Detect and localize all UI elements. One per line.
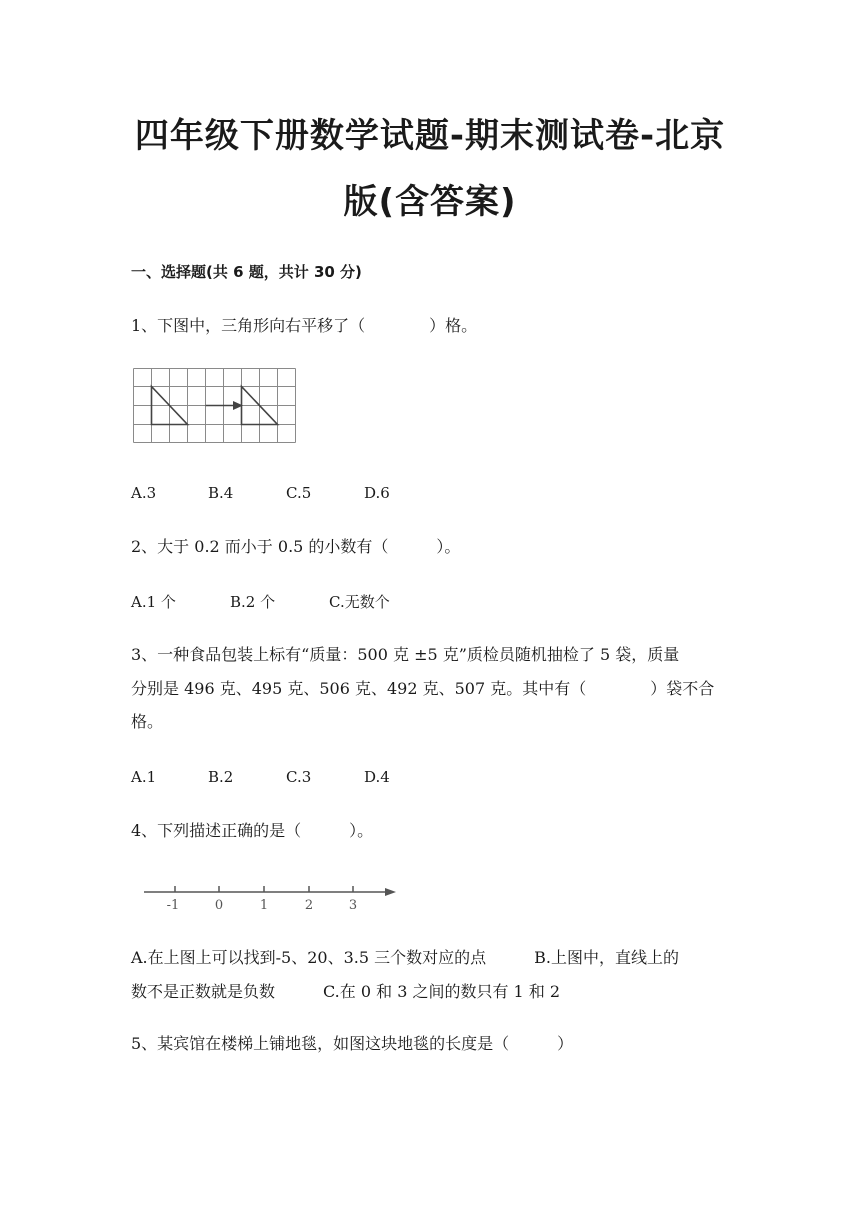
question-1-text: 1、下图中，三角形向右平移了（ ）格。	[131, 316, 478, 335]
q1-option-d: D.6	[364, 484, 390, 502]
question-4-text: 4、下列描述正确的是（ ）。	[131, 821, 374, 840]
document-title-line-2: 版(含答案)	[343, 182, 517, 222]
q3-option-a: A.1	[131, 768, 157, 786]
q3-option-b: B.2	[208, 768, 234, 786]
question-2-text: 2、大于 0.2 而小于 0.5 的小数有（ ）。	[131, 537, 461, 556]
tick-label-0: 0	[214, 898, 224, 913]
tick-label-neg1: -1	[166, 898, 180, 913]
tick-label-3: 3	[348, 898, 358, 913]
question-3-line-1: 3、一种食品包装上标有“质量：500 克 ±5 克”质检员随机抽检了 5 袋，质量	[131, 645, 680, 664]
section-heading: 一、选择题(共 6 题，共计 30 分)	[131, 263, 362, 281]
tick-label-2: 2	[304, 898, 314, 913]
tick-label-1: 1	[259, 898, 269, 913]
q3-option-d: D.4	[364, 768, 390, 786]
question-3-line-2: 分别是 496 克、495 克、506 克、492 克、507 克。其中有（ ）袋不合	[131, 679, 715, 698]
q2-option-a: A.1 个	[131, 593, 176, 611]
grid-translation-figure	[133, 368, 301, 444]
number-line-arrow	[385, 888, 396, 896]
document-title-line-1: 四年级下册数学试题-期末测试卷-北京	[134, 116, 726, 156]
q2-option-c: C.无数个	[329, 593, 390, 611]
q3-option-c: C.3	[286, 768, 312, 786]
q2-option-b: B.2 个	[230, 593, 276, 611]
question-3-line-3: 格。	[131, 712, 164, 731]
question-4-options-line-2: 数不是正数就是负数 C.在 0 和 3 之间的数只有 1 和 2	[131, 982, 561, 1001]
q1-option-b: B.4	[208, 484, 234, 502]
q1-option-c: C.5	[286, 484, 312, 502]
question-5-text: 5、某宾馆在楼梯上铺地毯，如图这块地毯的长度是（ ）	[131, 1034, 574, 1053]
q1-option-a: A.3	[131, 484, 157, 502]
number-line-figure	[140, 875, 410, 915]
question-4-options-line-1: A.在上图上可以找到-5、20、3.5 三个数对应的点 B.上图中，直线上的	[131, 948, 679, 967]
